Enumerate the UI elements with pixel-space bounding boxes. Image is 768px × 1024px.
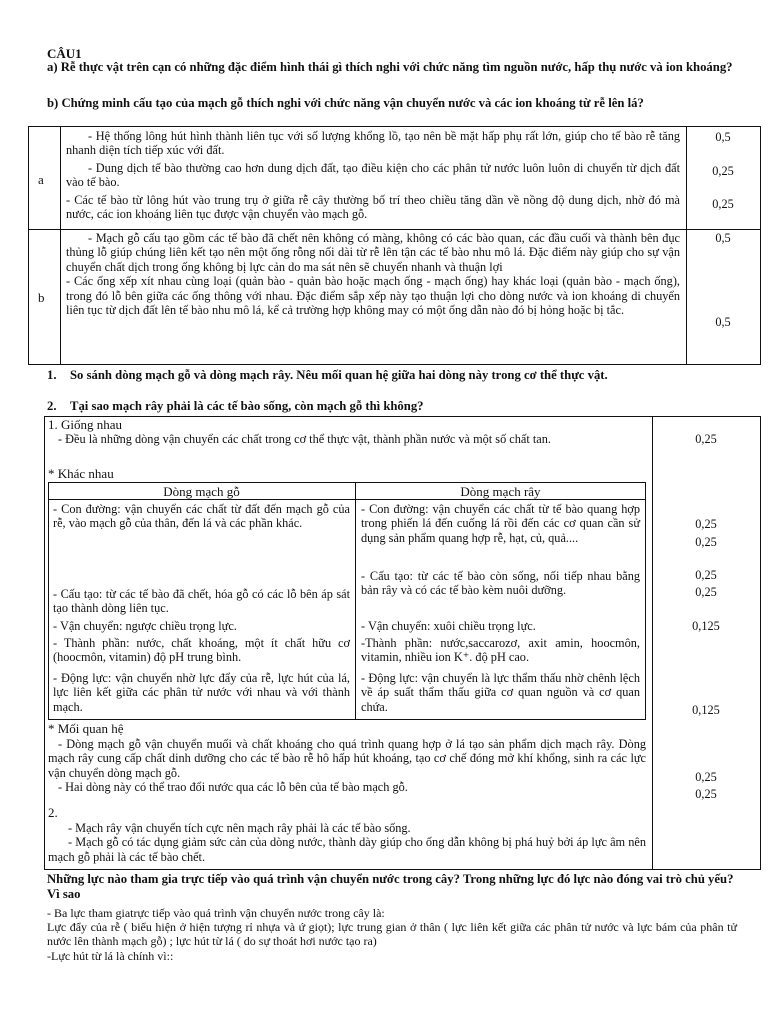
row-b-content xyxy=(66,231,680,317)
header-xylem: Dòng mạch gỗ xyxy=(163,484,240,499)
answer-3-line-1: - Ba lực tham giatrực tiếp vào quá trình vận chuyển nước trong cây là: xyxy=(47,906,385,920)
row-b-score-1: 0,5 xyxy=(715,231,731,245)
relationship-p2: - Hai dòng này có thể trao đổi nước qua các lỗ bên của tế bào mạch gỗ. xyxy=(58,780,408,795)
diff-score-4: 0,25 xyxy=(695,585,717,599)
row-b-point-1: - Mạch gỗ cấu tạo gồm các tế bào đã chết nên không có màng, không có các bào quan, các đầu cuối và thành bên đục thủng lỗ giúp chúng liên kết tạo nên một ống rỗng nối dài từ rễ lên tận các tế bào nhu mô lá. Đặc điểm này giúp cho sự vận chuyển chất dịch trong ống không bị lực cản do ma sát nên sẽ chuyển nhanh và thuận lợi xyxy=(66,231,680,274)
question-a: a) Rễ thực vật trên cạn có những đặc điểm hình thái gì thích nghi với chức năng tìm nguồn nước, hấp thụ nước và ion khoáng? xyxy=(47,60,733,74)
xylem-path: - Con đường: vận chuyển các chất từ đất đến mạch gỗ của rễ, vào mạch gỗ của thân, đến lá và các phần khác. xyxy=(53,502,350,531)
relationship-text xyxy=(48,737,646,795)
xylem-driving-force: - Động lực: vận chuyển nhờ lực đẩy của rễ, lực hút của lá, lực liên kết giữa các phân tử nước với nhau và với thành mạch. xyxy=(53,671,350,714)
rel-score-1: 0,25 xyxy=(695,770,717,784)
part2-p2: - Mạch gỗ có tác dụng giảm sức cản của dòng nước, thành dày giúp cho ống dẫn không bị phá huỷ bởi áp lực âm nên mạch gỗ phải là các tế bào chết. xyxy=(48,835,646,864)
phloem-composition: -Thành phần: nước,saccarozơ, axit amin, hoocmôn, vitamin, nhiều ion K⁺. độ pH cao. xyxy=(361,636,640,665)
xylem-direction: - Vận chuyển: ngược chiều trọng lực. xyxy=(53,619,237,633)
phloem-structure: - Cấu tạo: từ các tế bào còn sống, nối tiếp nhau bằng bản rây và có các tế bào kèm nuôi dưỡng. xyxy=(361,569,640,598)
row-a-point-1: - Hệ thống lông hút hình thành liên tục với số lượng khổng lồ, tạo nên bề mặt hấp phụ rất lớn, giúp cho tế bào rễ tăng nhanh diện tích tiếp xúc với đất. xyxy=(66,129,680,158)
part2-text xyxy=(48,821,646,864)
question-3: Những lực nào tham gia trực tiếp vào quá trình vận chuyển nước trong cây? Trong những lực đó lực nào đóng vai trò chủ yếu? Vì sao xyxy=(47,872,734,901)
row-a-point-3: - Các tế bào từ lông hút vào trung trụ ở giữa rễ cây thường bố trí theo chiều tăng dần về nồng độ dung dịch, nhờ đó mà nước, các ion khoáng liên tục được vận chuyển vào mạch gỗ. xyxy=(66,192,680,222)
diff-score-3: 0,25 xyxy=(695,568,717,582)
row-a-score-1: 0,5 xyxy=(715,130,731,144)
diff-score-2: 0,25 xyxy=(695,535,717,549)
differences-title: * Khác nhau xyxy=(48,466,114,481)
row-b-label: b xyxy=(38,290,45,305)
similarities-title: 1. Giống nhau xyxy=(48,417,123,432)
answer-3 xyxy=(47,906,737,963)
xylem-structure: - Cấu tạo: từ các tế bào đã chết, hóa gỗ có các lỗ bên áp sát tạo thành dòng liên tục. xyxy=(53,587,350,616)
row-a-score-2: 0,25 xyxy=(712,164,734,178)
answer-3-line-3: -Lực hút từ lá là chính vì:: xyxy=(47,948,174,963)
answer-3-line-2: Lực đẩy của rễ ( biểu hiện ở hiện tượng rỉ nhựa và ứ giọt); lực trung gian ở thân ( lực liên kết giữa các phân tử nước và lực bám của phân tử nước lên thành mạch gỗ) ; lực hút từ lá ( do sự thoát hơi nước tạo ra) xyxy=(47,920,737,949)
xylem-composition: - Thành phần: nước, chất khoáng, một ít chất hữu cơ (hoocmôn, vitamin) độ pH trung bình. xyxy=(53,636,350,665)
similarities-paragraph: - Đều là những dòng vận chuyển các chất trong cơ thể thực vật, thành phần nước và một số chất tan. xyxy=(58,432,551,446)
question-title: CÂU1 xyxy=(47,46,82,61)
diff-score-1: 0,25 xyxy=(695,517,717,531)
part2-p1: - Mạch rây vận chuyển tích cực nên mạch rây phải là các tế bào sống. xyxy=(68,821,411,835)
q2-text: Tại sao mạch rây phải là các tế bào sống, còn mạch gỗ thì không? xyxy=(70,399,424,413)
relationship-title: * Mối quan hệ xyxy=(48,721,124,736)
question-b: b) Chứng minh cấu tạo của mạch gỗ thích nghi với chức năng vận chuyển nước và các ion khoáng từ rễ lên lá? xyxy=(47,96,644,110)
row-a-label: a xyxy=(38,172,44,187)
similarities-score: 0,25 xyxy=(695,432,717,446)
q1-text: So sánh dòng mạch gỗ và dòng mạch rây. Nêu mối quan hệ giữa hai dòng này trong cơ thể thực vật. xyxy=(70,368,608,382)
part2-title: 2. xyxy=(48,805,58,820)
q1-number: 1. xyxy=(47,368,57,382)
diff-score-5: 0,125 xyxy=(692,619,720,633)
row-b-point-2: - Các ống xếp xít nhau cùng loại (quản bào - quản bào hoặc mạch ống - mạch ống) hay khác loại (quản bào - mạch ống), trong đó lỗ bên giữa các ống thông với nhau. Đặc điểm sắp xếp này tạo thuận lợi cho dòng nước và ion khoáng di chuyển liên tục từ dịch đất lên tế bào nhu mô lá, kể cả trường hợp không may có một ống dẫn nào đó bị hỏng hoặc bị tắc. xyxy=(66,274,680,318)
phloem-driving-force: - Động lực: vận chuyển là lực thẩm thấu nhờ chênh lệch về áp suất thẩm thấu giữa cơ quan nguồn và cơ quan chứa. xyxy=(361,671,640,714)
similarities-text xyxy=(48,432,646,446)
row-b-score-2: 0,5 xyxy=(715,315,731,329)
row-a-point-2: - Dung dịch tế bào thường cao hơn dung dịch đất, tạo điều kiện cho các phân tử nước luôn luôn di chuyển từ dịch đất vào tế bào. xyxy=(66,160,680,190)
relationship-p1: - Dòng mạch gỗ vận chuyển muối và chất khoáng cho quá trình quang hợp ở lá tạo sản phẩm dịch mạch rây. Dòng mạch rây cung cấp chất dinh dưỡng cho các tế bào rễ hô hấp hút khoáng, tạo cơ chế đóng mở khí khổng, sinh ra các lực vận chuyển dòng mạch gỗ. xyxy=(48,737,646,780)
row-a-content xyxy=(66,129,680,221)
header-phloem: Dòng mạch rây xyxy=(460,484,541,499)
phloem-direction: - Vận chuyển: xuôi chiều trọng lực. xyxy=(361,619,536,633)
q2-number: 2. xyxy=(47,399,57,413)
rel-score-2: 0,25 xyxy=(695,787,717,801)
diff-score-6: 0,125 xyxy=(692,703,720,717)
row-a-score-3: 0,25 xyxy=(712,197,734,211)
phloem-path: - Con đường: vận chuyển các chất từ tế bào quang hợp trong phiến lá đến cuống lá rồi đến các cơ quan cần sử dụng sản phẩm quang hợp rễ, hạt, củ, quả.... xyxy=(361,502,640,545)
